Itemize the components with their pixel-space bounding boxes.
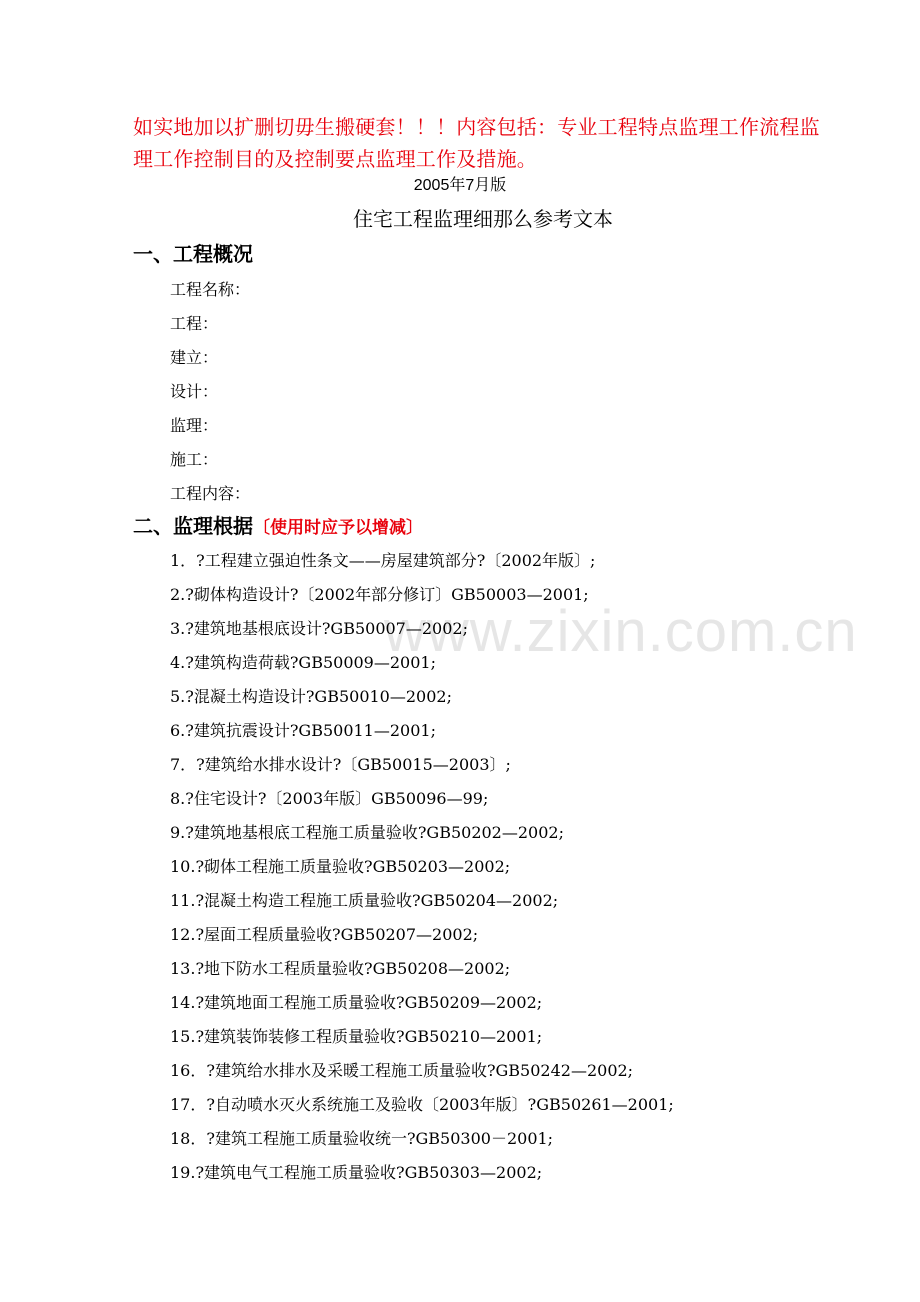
list-item: 2.?砌体构造设计?〔2002年部分修订〕GB50003—2001; (170, 585, 589, 604)
field-supervision: 监理： (170, 416, 219, 435)
section2-heading-text: 二、监理根据 (133, 514, 253, 538)
list-item: 8.?住宅设计?〔2003年版〕GB50096—99; (170, 789, 489, 808)
notice-text: 如实地加以扩删切毋生搬硬套！！！内容包括：专业工程特点监理工作流程监理工作控制目的及控制要点监理工作及措施。 (133, 115, 820, 171)
list-item: 7．?建筑给水排水设计?〔GB50015—2003〕; (170, 755, 511, 774)
list-item: 10.?砌体工程施工质量验收?GB50203—2002; (170, 857, 511, 876)
list-item: 16．?建筑给水排水及采暖工程施工质量验收?GB50242—2002; (170, 1061, 634, 1080)
list-item: 14.?建筑地面工程施工质量验收?GB50209—2002; (170, 993, 543, 1012)
list-item: 19.?建筑电气工程施工质量验收?GB50303—2002; (170, 1163, 543, 1182)
section1-heading: 一、工程概况 (133, 242, 253, 266)
list-item: 5.?混凝土构造设计?GB50010—2002; (170, 687, 452, 706)
list-item: 4.?建筑构造荷载?GB50009—2001; (170, 653, 436, 672)
list-item: 17．?自动喷水灭火系统施工及验收〔2003年版〕?GB50261—2001; (170, 1095, 674, 1114)
list-item: 6.?建筑抗震设计?GB50011—2001; (170, 721, 436, 740)
section2-heading (133, 513, 423, 541)
field-construction: 施工： (170, 450, 219, 469)
section2-note: 〔使用时应予以增减〕 (253, 518, 423, 538)
list-item: 1．?工程建立强迫性条文——房屋建筑部分?〔2002年版〕; (170, 551, 596, 570)
field-owner: 建立： (170, 348, 219, 367)
list-item: 3.?建筑地基根底设计?GB50007—2002; (170, 619, 468, 638)
field-project: 工程： (170, 314, 219, 333)
field-project-name: 工程名称： (170, 280, 251, 299)
list-item: 9.?建筑地基根底工程施工质量验收?GB50202—2002; (170, 823, 564, 842)
field-content: 工程内容： (170, 484, 251, 503)
list-item: 11.?混凝土构造工程施工质量验收?GB50204—2002; (170, 891, 559, 910)
list-item: 13.?地下防水工程质量验收?GB50208—2002; (170, 959, 511, 978)
edition-label: 2005年7月版 (413, 177, 507, 194)
field-design: 设计： (170, 382, 219, 401)
watermark-text: www.zixin.com.cn (384, 599, 858, 664)
list-item: 18．?建筑工程施工质量验收统一?GB50300－2001; (170, 1129, 554, 1148)
list-item: 15.?建筑装饰装修工程质量验收?GB50210—2001; (170, 1027, 543, 1046)
list-item: 12.?屋面工程质量验收?GB50207—2002; (170, 925, 479, 944)
page-title: 住宅工程监理细那么参考文本 (353, 207, 613, 231)
